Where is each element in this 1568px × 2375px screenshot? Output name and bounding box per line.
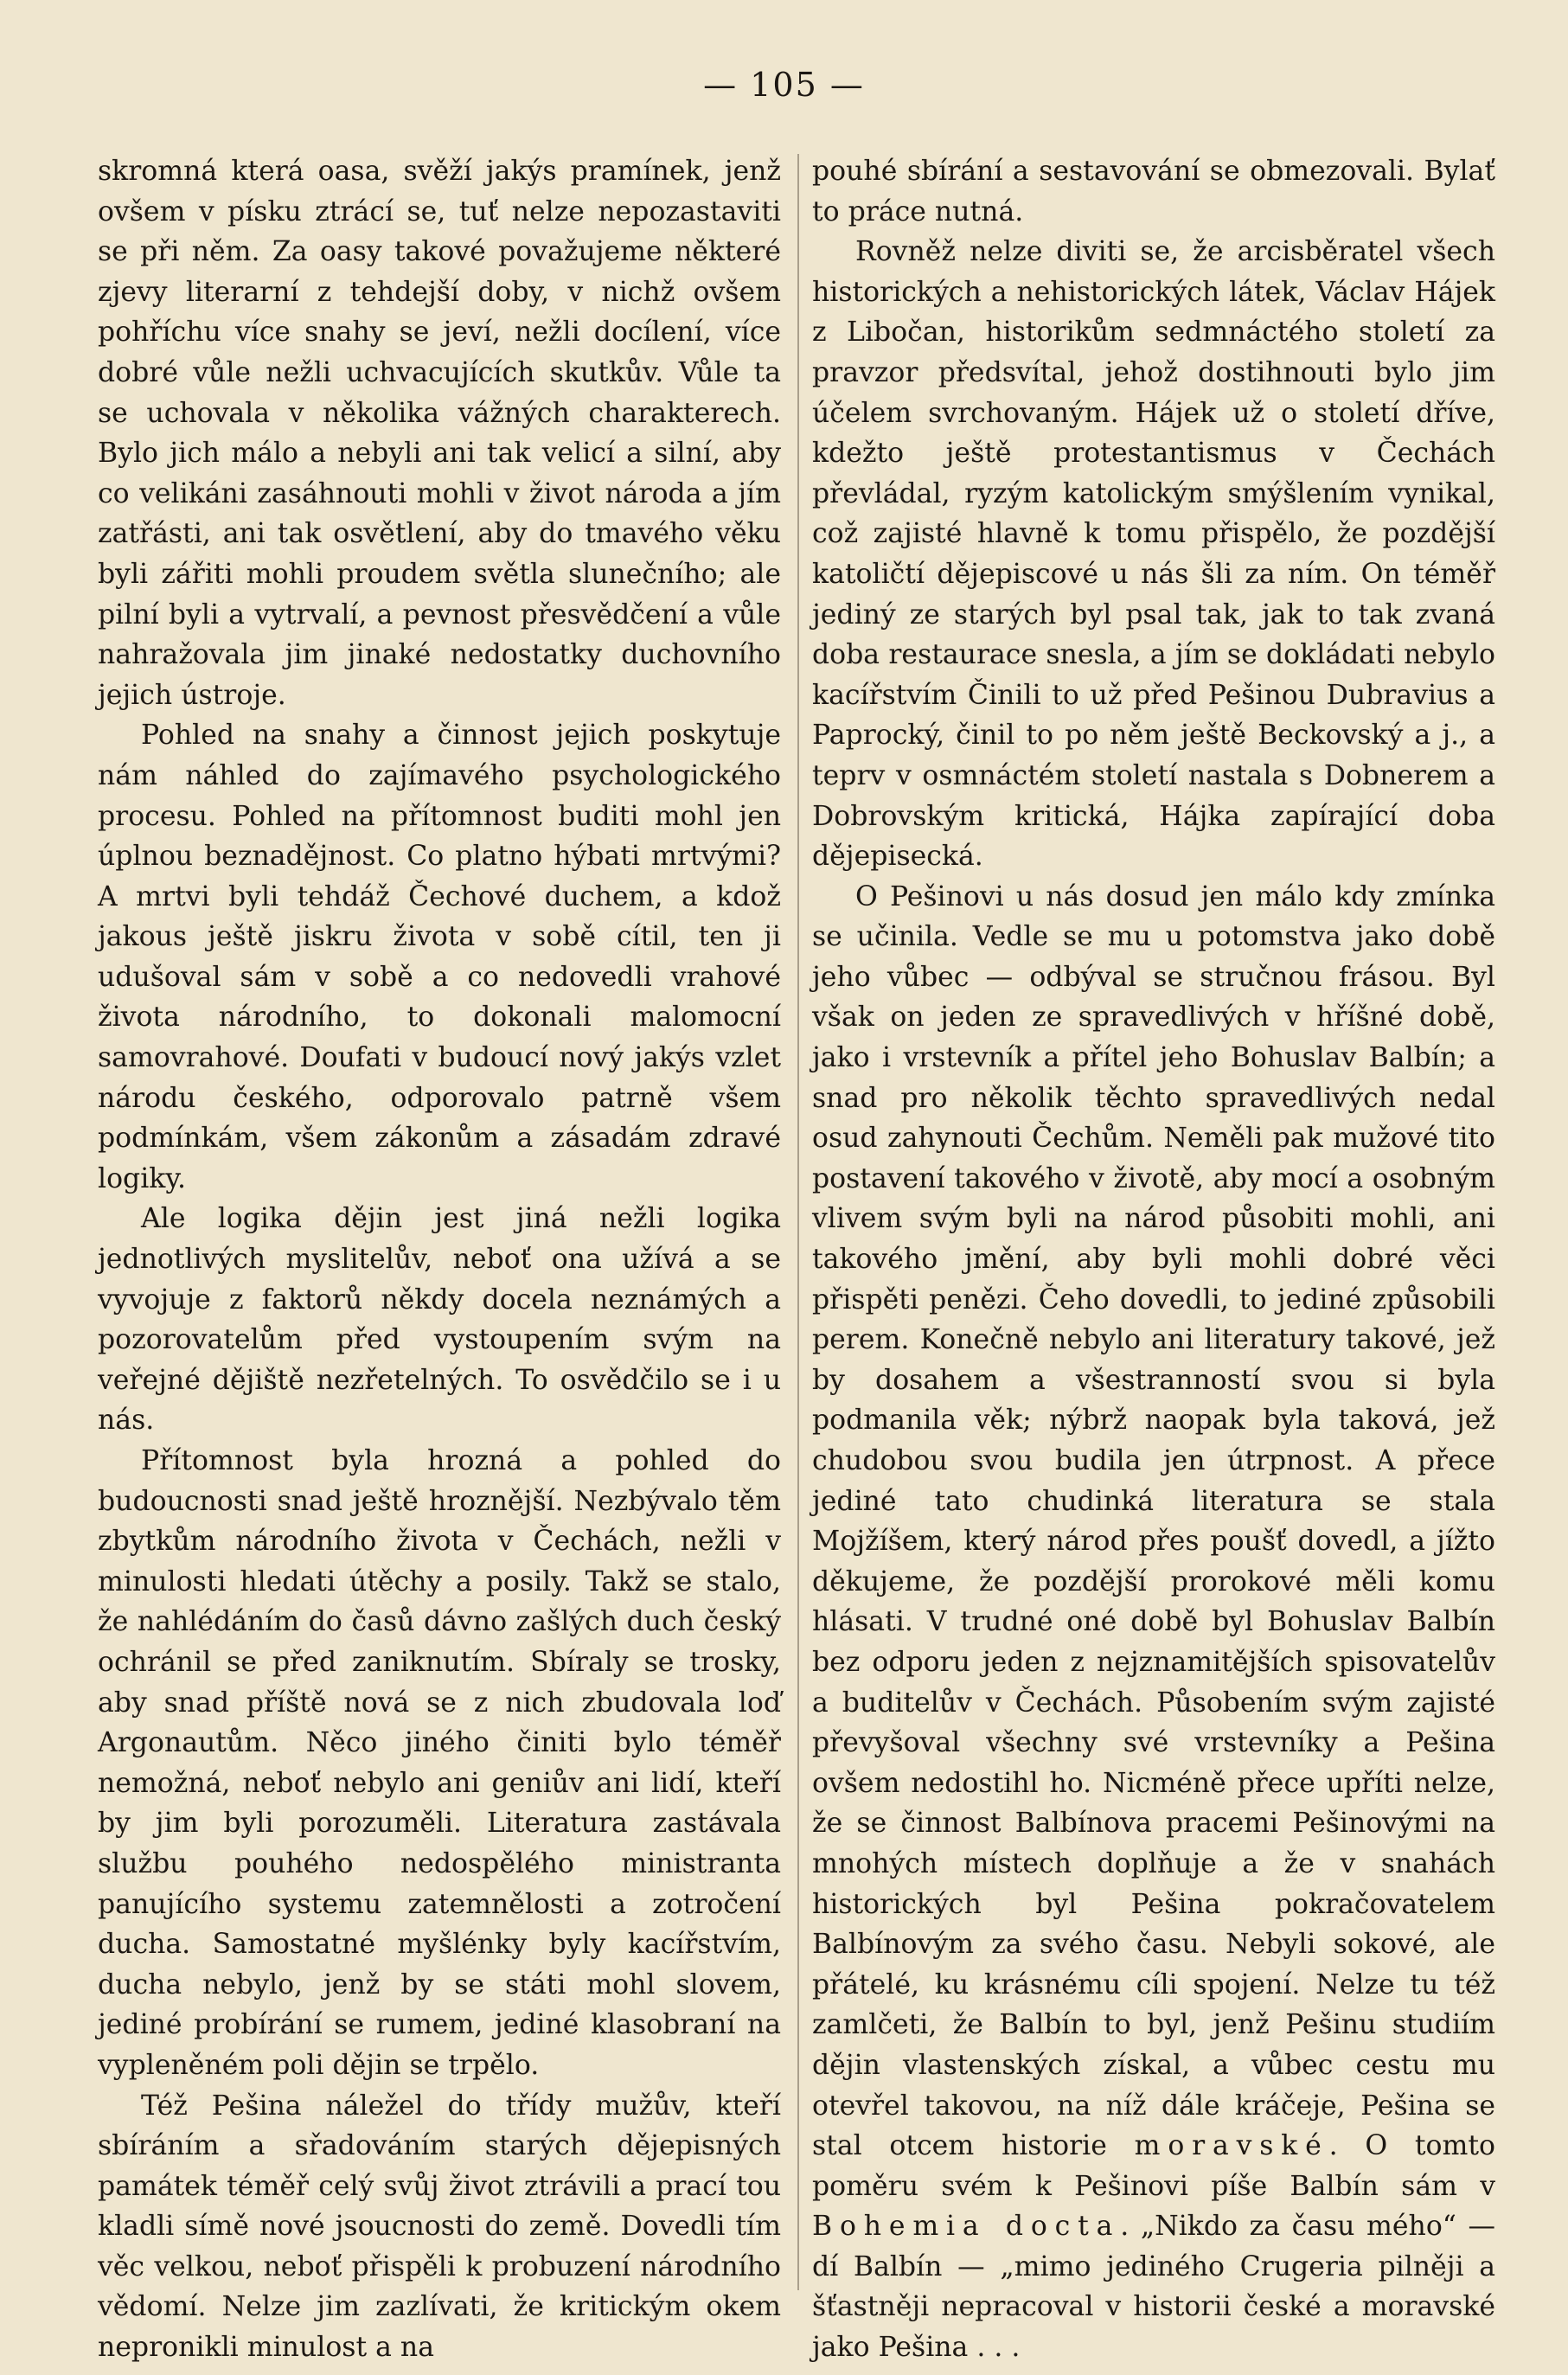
paragraph-text: . O tomto poměru svém k Pešinovi píše Balbín sám v xyxy=(812,2130,1496,2202)
paragraph-text: Ale logika dějin jest jiná nežli logika jednotlivých myslitelův, neboť ona užívá a se vyvojuje z faktorů někdy docela neznámých a pozorovatelům před vystoupením svým na veřejné dějiště nezřetelných. To osvědčilo se i u nás. xyxy=(98,1203,781,1437)
paragraph xyxy=(98,715,781,1199)
paragraph-text: Též Pešina náležel do třídy mužův, kteří sbíráním a sřadováním starých dějepisných památek téměř celý svůj život ztrávili a prací tou kladli símě nové jsoucnosti do země. Dovedli tím věc velkou, neboť přispěli k probuzení národního vědomí. Nelze jim zazlívati, že kritickým okem nepronikli minulost a na xyxy=(98,2090,781,2364)
paragraph xyxy=(812,151,1495,232)
left-column xyxy=(98,151,781,2368)
paragraph xyxy=(98,1199,781,1441)
paragraph-text: . „Nikdo za času mého“ — dí Balbín — „mimo jediného Crugeria pilněji a šťastněji nepracoval v historii české a moravské jako Pešina . . . xyxy=(812,2211,1495,2364)
paragraph-text: Pohled na snahy a činnost jejich poskytuje nám náhled do zajímavého psychologického procesu. Pohled na přítomnost buditi mohl jen úplnou beznadějnost. Co platno hýbati mrtvými? A mrtvi byli tehdáž Čechové duchem, a kdož jakous ještě jiskru života v sobě cítil, ten ji udušoval sám v sobě a co nedovedli vrahové života národního, to dokonali malomocní samovrahové. Doufati v budoucí nový jakýs vzlet národu českého, odporovalo patrně všem podmínkám, všem zákonům a zásadám zdravé logiky. xyxy=(98,720,781,1194)
emphasized-text: Bohemia docta xyxy=(812,2211,1121,2243)
column-divider xyxy=(797,154,799,2290)
paragraph-text: O Pešinovi u nás dosud jen málo kdy zmínka se učinila. Vedle se mu u potomstva jako době jeho vůbec — odbýval se stručnou frásou. Byl však on jeden ze spravedlivých v hříšné době, jako i vrstevník a přítel jeho Bohuslav Balbín; a snad pro několik těchto spravedlivých nedal osud zahynouti Čechům. Neměli pak mužové tito postavení takového v životě, aby mocí a osobným vlivem svým byli na národ působiti mohli, ani takového jmění, aby byli mohli dobré věci přispěti penězi. Čeho dovedli, to jediné způsobili perem. Konečně nebylo ani literatury takové, jež by dosahem a všestranností svou si byla podmanila věk; nýbrž naopak byla taková, jež chudobou svou budila jen útrpnost. A přece jediné tato chudinká literatura se stala Mojžíšem, který národ přes poušť dovedl, a jížto děkujeme, že pozdější prorokové měli komu hlásati. V trudné oné době byl Bohuslav Balbín bez odporu jeden z nejznamitějších spisovatelův a buditelův v Čechách. Působením svým zajisté převyšoval všechny své vrstevníky a Pešina ovšem nedostihl ho. Nicméně přece upříti nelze, že se činnost Balbínova pracemi Pešinovými na mnohých místech doplňuje a že v snahách historických byl Pešina pokračovatelem Balbínovým za svého času. Nebyli sokové, ale přátelé, ku krásnému cíli spojení. Nelze tu též zamlčeti, že Balbín to byl, jenž Pešinu studiím dějin vlastenských získal, a vůbec cestu mu otevřel takovou, na níž dále kráčeje, Pešina se stal otcem historie xyxy=(812,880,1495,2162)
paragraph xyxy=(812,877,1495,2368)
paragraph xyxy=(98,2086,781,2368)
paragraph xyxy=(98,151,781,715)
paragraph xyxy=(812,232,1495,877)
right-column xyxy=(812,151,1495,2368)
paragraph-text: pouhé sbírání a sestavování se obmezovali. Bylať to práce nutná. xyxy=(812,156,1495,227)
emphasized-text: moravské xyxy=(1134,2130,1329,2162)
paragraph xyxy=(98,1441,781,2086)
paragraph-text: Přítomnost byla hrozná a pohled do budoucnosti snad ještě hroznější. Nezbývalo těm zbytkům národního života v Čechách, nežli v minulosti hledati útěchy a posily. Takž se stalo, že nahlédáním do časů dávno zašlých duch český ochránil se před zaniknutím. Sbíraly se trosky, aby snad příště nová se z nich zbudovala loď Argonautům. Něco jiného činiti bylo téměř nemožná, neboť nebylo ani geniův ani lidí, kteří by jim byli porozuměli. Literatura zastávala službu pouhého nedospělého ministranta panujícího systemu zatemnělosti a zotročení ducha. Samostatné myšlénky byly kacířstvím, ducha nebylo, jenž by se státi mohl slovem, jediné probírání se rumem, jediné klasobraní na vypleněném poli dějin se trpělo. xyxy=(98,1445,781,2081)
paragraph-text: skromná která oasa, svěží jakýs pramínek, jenž ovšem v písku ztrácí se, tuť nelze nepozastaviti se při něm. Za oasy takové považujeme některé zjevy literarní z tehdejší doby, v nichž ovšem pohříchu více snahy se jeví, nežli docílení, více dobré vůle nežli uchvacujících skutkův. Vůle ta se uchovala v několika vážných charakterech. Bylo jich málo a nebyli ani tak velicí a silní, aby co velikáni zasáhnouti mohli v život národa a jím zatřásti, ani tak osvětlení, aby do tmavého věku byli zářiti mohli proudem světla slunečního; ale pilní byli a vytrvalí, a pevnost přesvědčení a vůle nahražovala jim jinaké nedostatky duchovního jejich ústroje. xyxy=(98,156,781,711)
page-number: — 105 — xyxy=(703,66,865,104)
paragraph-text: Rovněž nelze diviti se, že arcisběratel všech historických a nehistorických látek, Václav Hájek z Libočan, historikům sedmnáctého století za pravzor předsvítal, jehož dostihnouti bylo jim účelem svrchovaným. Hájek už o století dříve, kdežto ještě protestantismus v Čechách převládal, ryzým katolickým smýšlením vynikal, což zajisté hlavně k tomu přispělo, že pozdější katoličtí dějepiscové u nás šli za ním. On téměř jediný ze starých byl psal tak, jak to tak zvaná doba restaurace snesla, a jím se dokládati nebylo kacířstvím Činili to už před Pešinou Dubravius a Paprocký, činil to po něm ještě Beckovský a j., a teprv v osmnáctém století nastala s Dobnerem a Dobrovským kritická, Hájka zapírající doba dějepisecká. xyxy=(812,236,1495,873)
